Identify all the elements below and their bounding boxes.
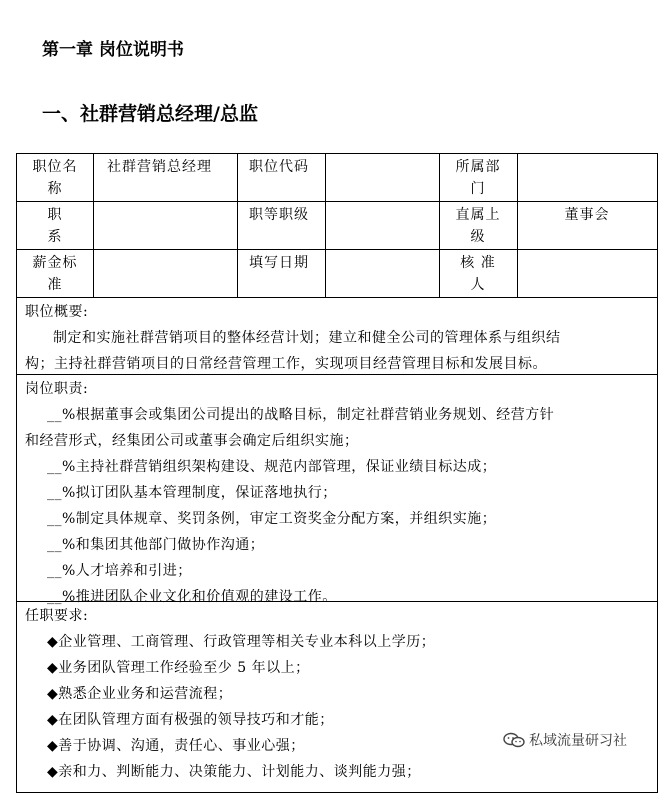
overview-section <box>25 299 561 377</box>
duty-item: __%根据董事会或集团公司提出的战略目标，制定社群营销业务规划、经营方针 <box>47 407 555 423</box>
label-approver: 核 准 人 <box>460 255 496 293</box>
requirements-section <box>25 603 435 785</box>
row-divider <box>17 201 657 202</box>
col-divider <box>93 154 94 297</box>
overview-title: 职位概要: <box>25 304 89 320</box>
duties-title: 岗位职责: <box>25 381 89 397</box>
label-position-code: 职位代码 <box>249 159 309 175</box>
value-position-name: 社群营销总经理 <box>107 159 212 175</box>
requirement-item: ◆亲和力、判断能力、决策能力、计划能力、谈判能力强； <box>47 764 421 780</box>
row-divider <box>17 249 657 250</box>
label-direct-superior: 直属上 级 <box>455 207 501 245</box>
requirements-title: 任职要求: <box>25 608 89 624</box>
col-divider <box>237 154 238 297</box>
duty-item: __%和集团其他部门做协作沟通； <box>47 537 265 553</box>
requirement-item: ◆熟悉企业业务和运营流程； <box>47 686 233 702</box>
overview-text-line: 构；主持社群营销项目的日常经营管理工作，实现项目经营管理目标和发展目标。 <box>25 356 547 372</box>
label-job-family: 职 系 <box>47 207 63 245</box>
duty-item: __%人才培养和引进； <box>47 563 192 579</box>
duty-item: __%主持社群营销组织架构建设、规范内部管理，保证业绩目标达成； <box>47 459 497 475</box>
label-position-name: 职位名 称 <box>32 159 78 197</box>
requirement-item: ◆在团队管理方面有极强的领导技巧和才能； <box>47 712 334 728</box>
label-department: 所属部 门 <box>455 159 501 197</box>
overview-text-line: 制定和实施社群营销项目的整体经营计划；建立和健全公司的管理体系与组织结 <box>53 330 561 346</box>
label-job-grade: 职等职级 <box>249 207 309 223</box>
value-direct-superior: 董事会 <box>564 207 610 223</box>
row-divider <box>17 297 657 298</box>
section-title: 一、社群营销总经理/总监 <box>42 103 258 125</box>
duties-section <box>25 376 554 610</box>
duty-item: __%制定具体规章、奖罚条例，审定工资奖金分配方案，并组织实施； <box>47 511 497 527</box>
label-fill-date: 填写日期 <box>249 255 309 271</box>
job-description-table <box>16 153 658 793</box>
requirement-item: ◆业务团队管理工作经验至少 5 年以上； <box>47 660 310 676</box>
watermark-text: 私域流量研习社 <box>529 733 627 749</box>
watermark <box>503 730 627 750</box>
wechat-icon <box>503 732 525 748</box>
duty-item: 和经营形式，经集团公司或董事会确定后组织实施； <box>25 433 359 449</box>
label-salary-standard: 薪金标 准 <box>32 255 78 293</box>
duty-item: __%推进团队企业文化和价值观的建设工作。 <box>47 589 337 605</box>
chapter-title: 第一章 岗位说明书 <box>42 40 184 60</box>
requirement-item: ◆善于协调、沟通，责任心、事业心强； <box>47 738 305 754</box>
col-divider <box>325 154 326 297</box>
duty-item: __%拟订团队基本管理制度，保证落地执行； <box>47 485 337 501</box>
requirement-item: ◆企业管理、工商管理、行政管理等相关专业本科以上学历； <box>47 634 436 650</box>
